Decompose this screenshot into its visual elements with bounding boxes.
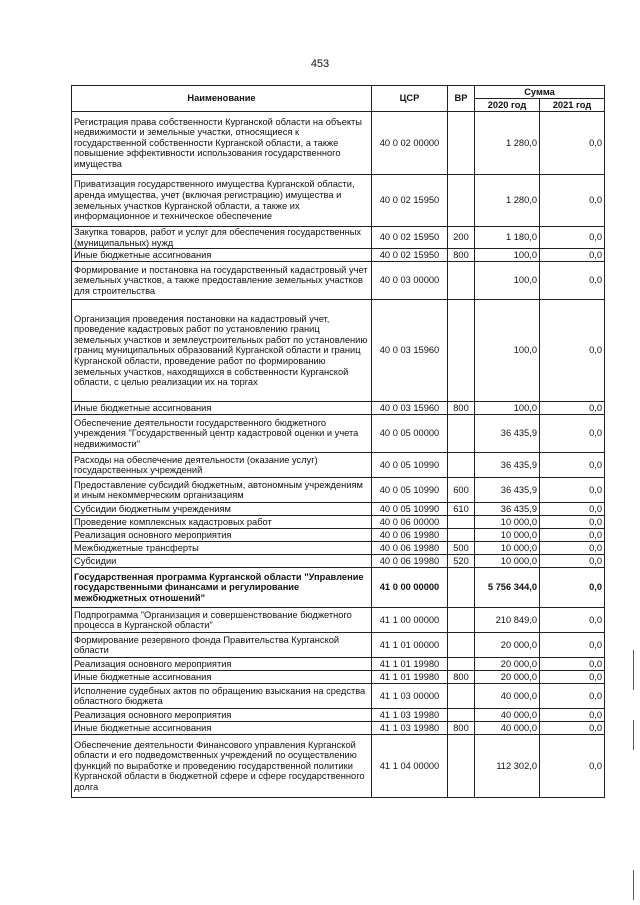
- table-row: [72, 175, 605, 227]
- row-name-cell: Проведение комплексных кадастровых работ: [72, 516, 372, 529]
- row-sum-2021-cell: 0,0: [540, 684, 605, 709]
- row-name-cell: Обеспечение деятельности Финансового управления Курганской области и его подведомственных учреждений по осуществлению функций по выработке и проведению государственной политики Курганской области в бюджетной сфере и сфере государственного долга: [72, 735, 372, 798]
- row-csr-cell: 40 0 02 15950: [372, 175, 448, 227]
- row-csr-cell: 41 1 03 19980: [372, 709, 448, 722]
- row-sum-2021-cell: 0,0: [540, 453, 605, 478]
- row-vr-cell: [448, 300, 475, 402]
- row-sum-2020-cell: 36 435,9: [475, 453, 540, 478]
- row-vr-cell: 600: [448, 478, 475, 503]
- table-row: [72, 516, 605, 529]
- row-vr-cell: 800: [448, 249, 475, 262]
- row-csr-cell: 40 0 05 00000: [372, 415, 448, 453]
- row-sum-2021-cell: 0,0: [540, 112, 605, 175]
- header-year-2020: 2020 год: [475, 99, 540, 112]
- row-csr-cell: 40 0 02 15950: [372, 249, 448, 262]
- page-number: 453: [310, 58, 330, 70]
- row-csr-cell: 40 0 05 10990: [372, 478, 448, 503]
- table-row: [72, 478, 605, 503]
- row-vr-cell: 500: [448, 542, 475, 555]
- header-year-2021: 2021 год: [540, 99, 605, 112]
- row-sum-2021-cell: 0,0: [540, 722, 605, 735]
- row-name-cell: Регистрация права собственности Курганской области на объекты недвижимости и земельные участки, относящиеся к государственной собственности Курганской области, а также повышение эффективности использования государственного имущества: [72, 112, 372, 175]
- row-sum-2020-cell: 100,0: [475, 300, 540, 402]
- scan-edge-mark: [633, 870, 634, 900]
- row-vr-cell: [448, 516, 475, 529]
- row-sum-2021-cell: 0,0: [540, 658, 605, 671]
- table-row: [72, 300, 605, 402]
- budget-table: [71, 85, 605, 798]
- row-sum-2020-cell: 1 280,0: [475, 175, 540, 227]
- table-row: [72, 568, 605, 608]
- row-sum-2020-cell: 1 280,0: [475, 112, 540, 175]
- row-vr-cell: [448, 175, 475, 227]
- scan-edge-mark: [633, 720, 634, 750]
- row-name-cell: Субсидии бюджетным учреждениям: [72, 503, 372, 516]
- row-csr-cell: 40 0 06 19980: [372, 529, 448, 542]
- row-csr-cell: 40 0 06 00000: [372, 516, 448, 529]
- row-sum-2021-cell: 0,0: [540, 249, 605, 262]
- row-name-cell: Закупка товаров, работ и услуг для обеспечения государственных (муниципальных) нужд: [72, 227, 372, 249]
- scan-edge-mark: [633, 650, 634, 690]
- table-row: [72, 249, 605, 262]
- row-csr-cell: 40 0 06 19980: [372, 542, 448, 555]
- row-name-cell: Формирование и постановка на государственный кадастровый учет земельных участков, а также предоставление земельных участков для строительства: [72, 262, 372, 300]
- row-sum-2020-cell: 10 000,0: [475, 516, 540, 529]
- row-sum-2020-cell: 40 000,0: [475, 709, 540, 722]
- row-sum-2020-cell: 36 435,9: [475, 503, 540, 516]
- table-row: [72, 503, 605, 516]
- row-name-cell: Организация проведения постановки на кадастровый учет, проведение кадастровых работ по установлению границ земельных участков и землеустроительных работ по установлению границ муниципальных образований Курганской области и границ Курганской области, проведение работ по формированию земельных участков, находящихся в собственности Курганской области, с целью реализации их на торгах: [72, 300, 372, 402]
- row-csr-cell: 40 0 06 19980: [372, 555, 448, 568]
- table-row: [72, 262, 605, 300]
- row-csr-cell: 41 1 01 19980: [372, 671, 448, 684]
- row-csr-cell: 40 0 02 00000: [372, 112, 448, 175]
- row-csr-cell: 41 1 04 00000: [372, 735, 448, 798]
- row-name-cell: Государственная программа Курганской области "Управление государственными финансами и регулирование межбюджетных отношений": [72, 568, 372, 608]
- row-vr-cell: [448, 529, 475, 542]
- table-row: [72, 555, 605, 568]
- row-sum-2020-cell: 20 000,0: [475, 671, 540, 684]
- row-sum-2021-cell: 0,0: [540, 555, 605, 568]
- row-sum-2021-cell: 0,0: [540, 227, 605, 249]
- row-name-cell: Подпрограмма "Организация и совершенствование бюджетного процесса в Курганской области": [72, 608, 372, 633]
- row-vr-cell: 800: [448, 402, 475, 415]
- row-csr-cell: 41 0 00 00000: [372, 568, 448, 608]
- table-row: [72, 633, 605, 658]
- row-vr-cell: 200: [448, 227, 475, 249]
- row-sum-2020-cell: 10 000,0: [475, 529, 540, 542]
- row-csr-cell: 40 0 05 10990: [372, 503, 448, 516]
- row-csr-cell: 40 0 03 15960: [372, 402, 448, 415]
- row-name-cell: Исполнение судебных актов по обращению взыскания на средства областного бюджета: [72, 684, 372, 709]
- table-body: [72, 112, 605, 798]
- row-vr-cell: [448, 684, 475, 709]
- row-sum-2021-cell: 0,0: [540, 633, 605, 658]
- table-row: [72, 684, 605, 709]
- row-sum-2020-cell: 1 180,0: [475, 227, 540, 249]
- row-vr-cell: [448, 709, 475, 722]
- row-sum-2021-cell: 0,0: [540, 478, 605, 503]
- row-sum-2020-cell: 20 000,0: [475, 658, 540, 671]
- row-sum-2021-cell: 0,0: [540, 529, 605, 542]
- header-vr: ВР: [448, 86, 475, 112]
- row-csr-cell: 40 0 02 15950: [372, 227, 448, 249]
- row-vr-cell: [448, 415, 475, 453]
- row-sum-2021-cell: 0,0: [540, 671, 605, 684]
- row-name-cell: Реализация основного мероприятия: [72, 658, 372, 671]
- row-vr-cell: [448, 608, 475, 633]
- table-row: [72, 529, 605, 542]
- row-sum-2021-cell: 0,0: [540, 735, 605, 798]
- row-name-cell: Межбюджетные трансферты: [72, 542, 372, 555]
- row-vr-cell: 610: [448, 503, 475, 516]
- table-row: [72, 722, 605, 735]
- table-row: [72, 709, 605, 722]
- table-row: [72, 453, 605, 478]
- row-sum-2021-cell: 0,0: [540, 608, 605, 633]
- row-name-cell: Обеспечение деятельности государственного бюджетного учреждения "Государственный центр кадастровой оценки и учета недвижимости": [72, 415, 372, 453]
- header-sum: Сумма: [475, 86, 605, 99]
- row-vr-cell: 800: [448, 671, 475, 684]
- row-sum-2021-cell: 0,0: [540, 516, 605, 529]
- row-sum-2020-cell: 36 435,9: [475, 478, 540, 503]
- table-row: [72, 671, 605, 684]
- row-vr-cell: [448, 658, 475, 671]
- row-sum-2020-cell: 10 000,0: [475, 555, 540, 568]
- row-name-cell: Иные бюджетные ассигнования: [72, 671, 372, 684]
- row-vr-cell: [448, 735, 475, 798]
- row-vr-cell: [448, 262, 475, 300]
- row-sum-2021-cell: 0,0: [540, 568, 605, 608]
- row-sum-2021-cell: 0,0: [540, 402, 605, 415]
- row-name-cell: Реализация основного мероприятия: [72, 529, 372, 542]
- row-vr-cell: [448, 453, 475, 478]
- row-name-cell: Субсидии: [72, 555, 372, 568]
- row-csr-cell: 41 1 00 00000: [372, 608, 448, 633]
- row-vr-cell: 520: [448, 555, 475, 568]
- row-sum-2020-cell: 36 435,9: [475, 415, 540, 453]
- table-row: [72, 542, 605, 555]
- row-sum-2021-cell: 0,0: [540, 542, 605, 555]
- row-name-cell: Иные бюджетные ассигнования: [72, 722, 372, 735]
- row-sum-2021-cell: 0,0: [540, 300, 605, 402]
- row-name-cell: Иные бюджетные ассигнования: [72, 249, 372, 262]
- row-sum-2021-cell: 0,0: [540, 709, 605, 722]
- row-name-cell: Расходы на обеспечение деятельности (оказание услуг) государственных учреждений: [72, 453, 372, 478]
- row-sum-2020-cell: 210 849,0: [475, 608, 540, 633]
- row-name-cell: Формирование резервного фонда Правительства Курганской области: [72, 633, 372, 658]
- row-name-cell: Реализация основного мероприятия: [72, 709, 372, 722]
- row-sum-2020-cell: 40 000,0: [475, 722, 540, 735]
- row-csr-cell: 40 0 05 10990: [372, 453, 448, 478]
- row-csr-cell: 40 0 03 00000: [372, 262, 448, 300]
- header-name: Наименование: [72, 86, 372, 112]
- table-row: [72, 608, 605, 633]
- row-name-cell: Предоставление субсидий бюджетным, автономным учреждениям и иным некоммерческим организациям: [72, 478, 372, 503]
- row-vr-cell: [448, 633, 475, 658]
- table-row: [72, 112, 605, 175]
- table-row: [72, 735, 605, 798]
- table-row: [72, 402, 605, 415]
- row-sum-2021-cell: 0,0: [540, 262, 605, 300]
- row-csr-cell: 41 1 03 19980: [372, 722, 448, 735]
- row-name-cell: Иные бюджетные ассигнования: [72, 402, 372, 415]
- row-csr-cell: 41 1 01 19980: [372, 658, 448, 671]
- row-sum-2020-cell: 5 756 344,0: [475, 568, 540, 608]
- row-sum-2020-cell: 100,0: [475, 262, 540, 300]
- header-csr: ЦСР: [372, 86, 448, 112]
- row-sum-2020-cell: 20 000,0: [475, 633, 540, 658]
- row-sum-2021-cell: 0,0: [540, 175, 605, 227]
- table-row: [72, 658, 605, 671]
- row-csr-cell: 41 1 01 00000: [372, 633, 448, 658]
- row-sum-2020-cell: 100,0: [475, 402, 540, 415]
- row-sum-2021-cell: 0,0: [540, 415, 605, 453]
- row-sum-2020-cell: 112 302,0: [475, 735, 540, 798]
- row-name-cell: Приватизация государственного имущества Курганской области, аренда имущества, учет (включая регистрацию) имущества и земельных участков Курганской области, а также их информационное и техническое обеспечение: [72, 175, 372, 227]
- table-row: [72, 415, 605, 453]
- row-vr-cell: 800: [448, 722, 475, 735]
- row-sum-2020-cell: 100,0: [475, 249, 540, 262]
- row-csr-cell: 41 1 03 00000: [372, 684, 448, 709]
- table-row: [72, 227, 605, 249]
- row-sum-2020-cell: 10 000,0: [475, 542, 540, 555]
- row-vr-cell: [448, 112, 475, 175]
- row-sum-2021-cell: 0,0: [540, 503, 605, 516]
- row-sum-2020-cell: 40 000,0: [475, 684, 540, 709]
- row-csr-cell: 40 0 03 15960: [372, 300, 448, 402]
- row-vr-cell: [448, 568, 475, 608]
